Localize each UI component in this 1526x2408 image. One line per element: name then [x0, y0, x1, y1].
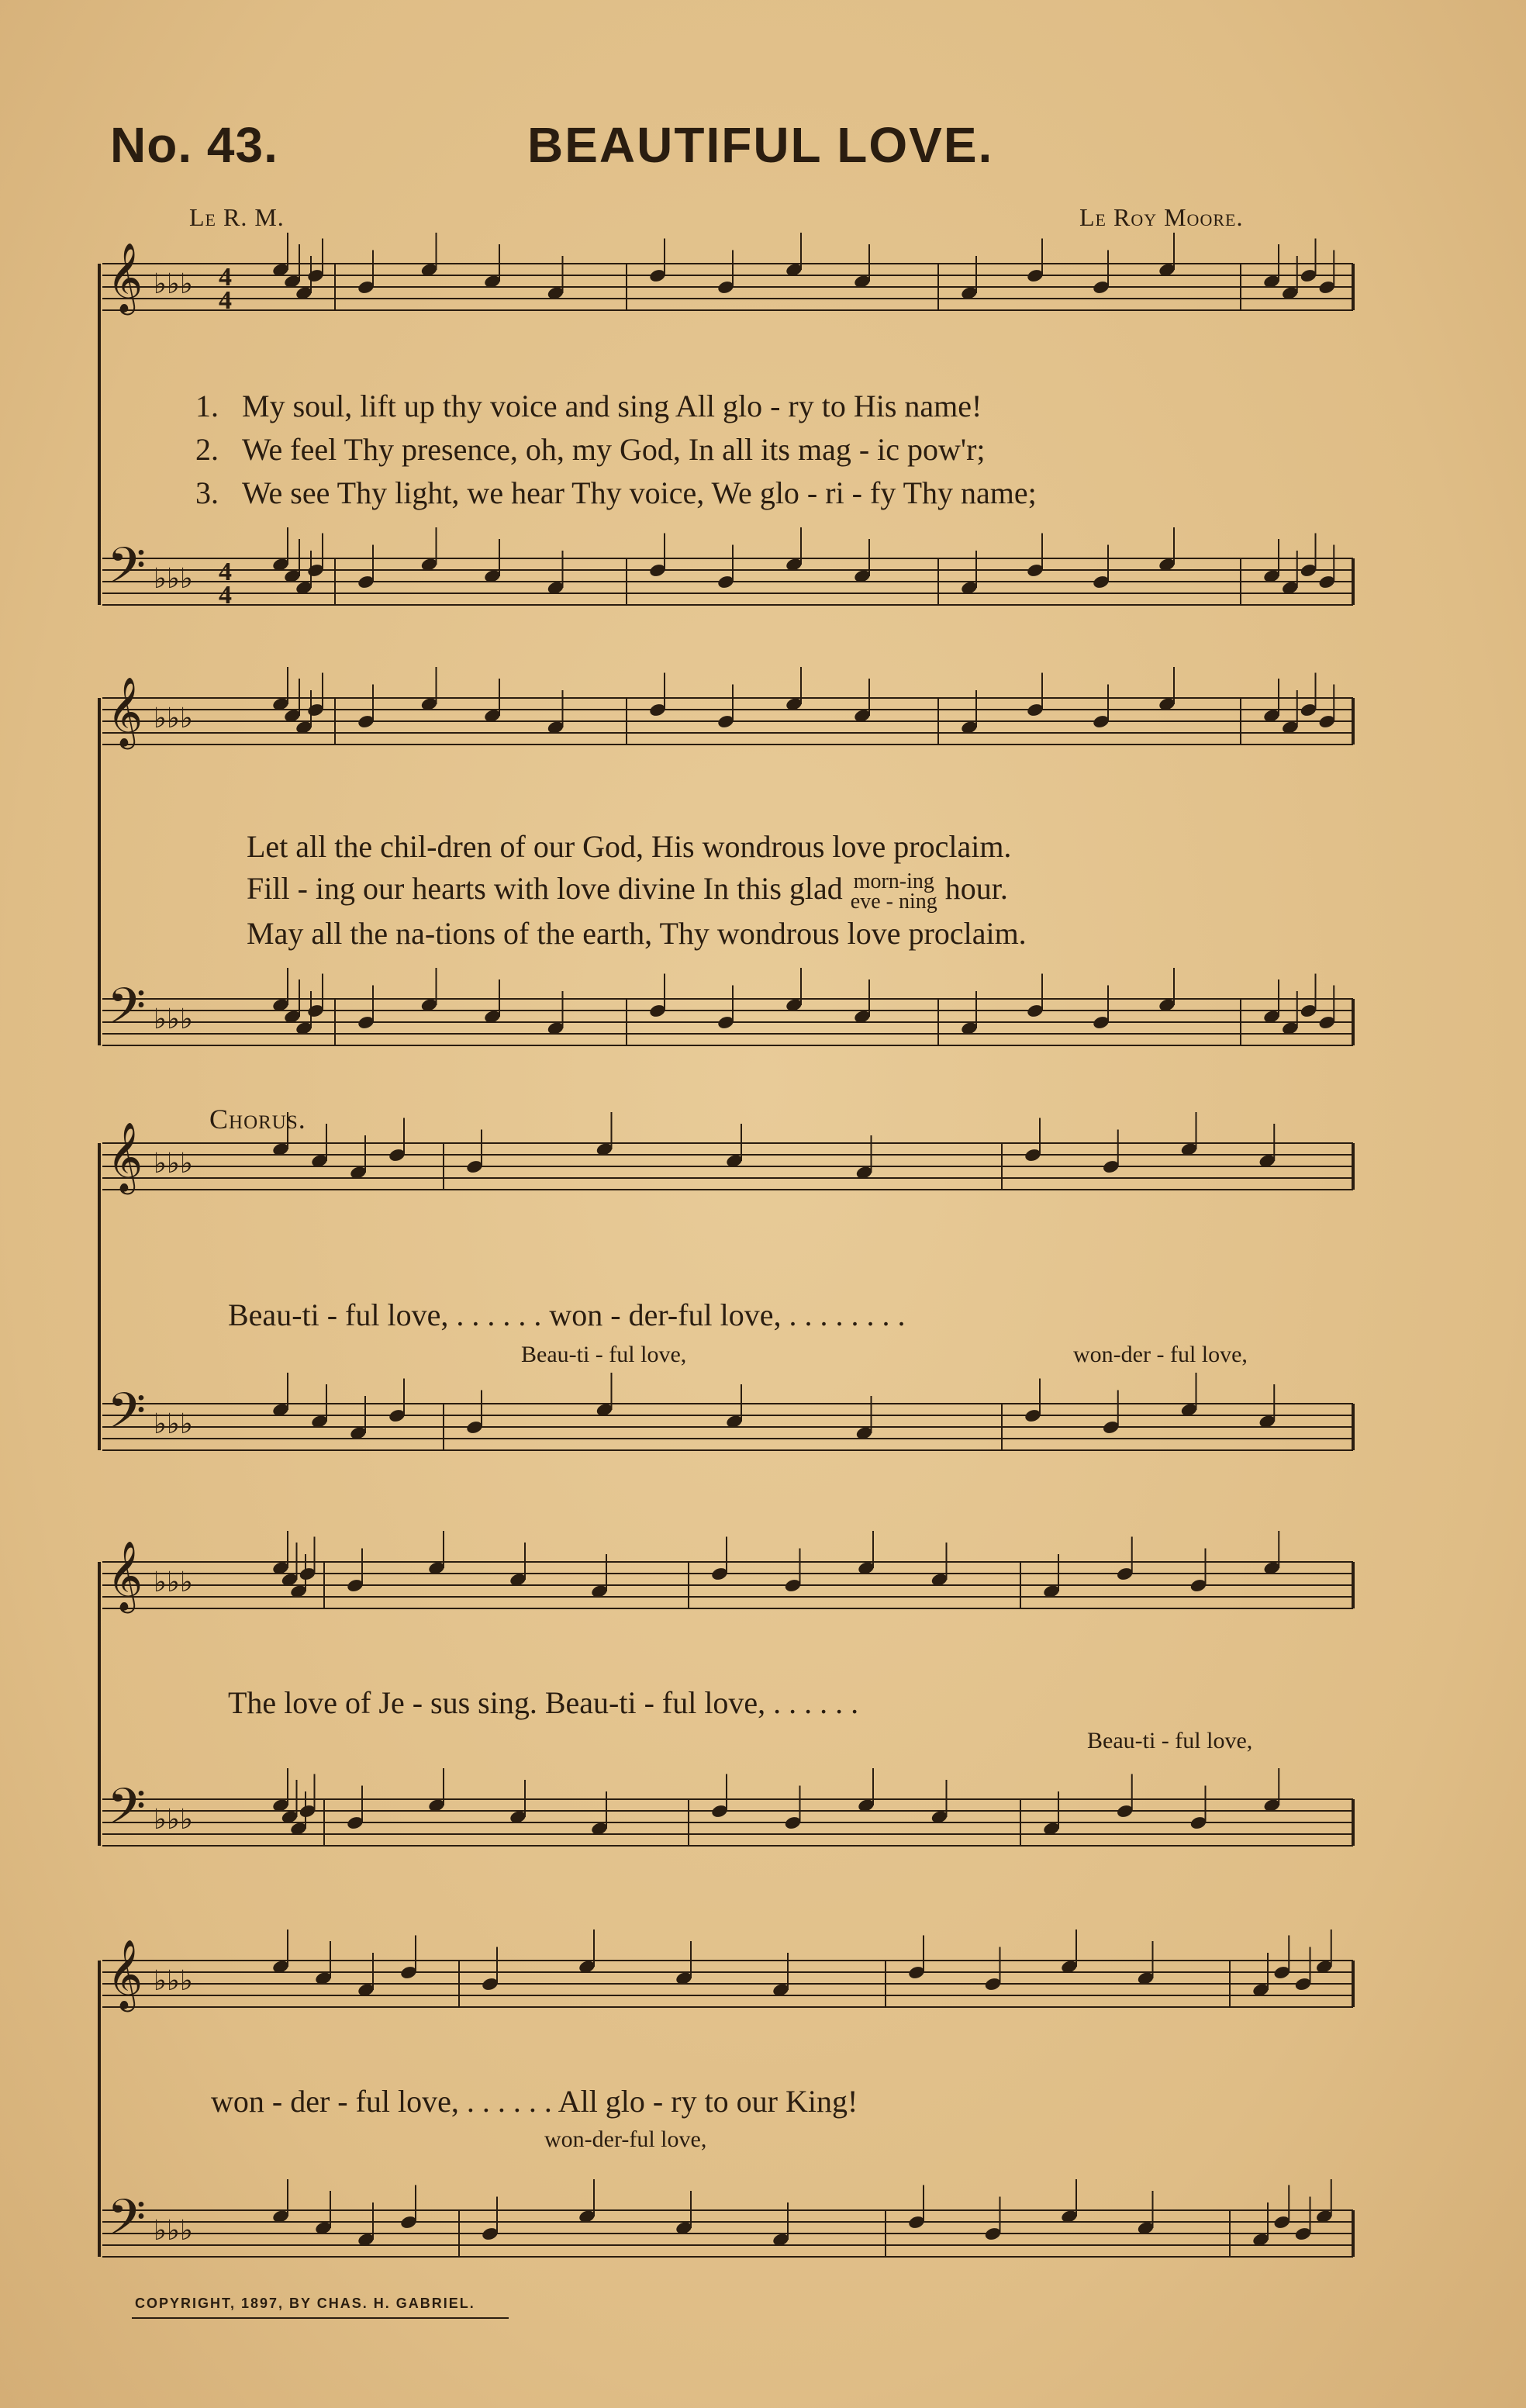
system-2-treble-staff-key-signature: ♭♭♭	[154, 703, 193, 734]
system-1-treble-staff-key-signature: ♭♭♭	[154, 268, 193, 299]
chorus-line-3: won - der - ful love, . . . . . . All glo - ry to our King!	[211, 2084, 858, 2119]
hymn-title: BEAUTIFUL LOVE.	[527, 117, 994, 173]
system-5-treble-staff-clef: 𝄞	[107, 1940, 143, 2009]
chorus-label: Chorus.	[209, 1104, 306, 1135]
system-3-treble-staff-key-signature: ♭♭♭	[154, 1148, 193, 1179]
system-1-treble-staff-time-bottom: 4	[219, 286, 232, 315]
verse-3-line-2: May all the na-tions of the earth, Thy wondrous love proclaim.	[247, 916, 1027, 951]
chorus-echo-1a: Beau-ti - ful love,	[521, 1342, 687, 1367]
chorus-echo-3: won-der-ful love,	[544, 2126, 707, 2152]
system-5-treble-staff-key-signature: ♭♭♭	[154, 1965, 193, 1996]
system-2-treble-staff-clef: 𝄞	[107, 677, 143, 747]
system-1-bass-staff-time-top: 4	[219, 558, 232, 586]
system-1-bass-staff-key-signature: ♭♭♭	[154, 563, 193, 594]
words-credit: Le R. M.	[189, 203, 285, 231]
system-5-bass-staff-key-signature: ♭♭♭	[154, 2215, 193, 2246]
chorus-line-2: The love of Je - sus sing. Beau-ti - ful love, . . . . . .	[228, 1685, 859, 1720]
system-5-bass-staff-clef: 𝄢	[107, 2189, 147, 2259]
system-4-bass-staff-key-signature: ♭♭♭	[154, 1804, 193, 1835]
system-4-bass-staff-clef: 𝄢	[107, 1778, 147, 1848]
hymn-number: No. 43.	[110, 117, 278, 173]
system-4-treble-staff-clef: 𝄞	[107, 1541, 143, 1611]
verse-2-alternate-words: morn-ing eve - ning	[850, 869, 937, 914]
verse-1-line-2: Let all the chil-dren of our God, His wondrous love proclaim.	[247, 829, 1012, 864]
verse-3-line-1: 3. We see Thy light, we hear Thy voice, We glo - ri - fy Thy name;	[195, 475, 1037, 510]
system-1-bass-staff-time-bottom: 4	[219, 581, 232, 610]
chorus-line-1: Beau-ti - ful love, . . . . . . won - der-ful love, . . . . . . . .	[228, 1297, 906, 1332]
system-3-bass-staff-clef: 𝄢	[107, 1383, 147, 1453]
copyright-notice: COPYRIGHT, 1897, BY CHAS. H. GABRIEL.	[135, 2296, 475, 2311]
chorus-echo-2: Beau-ti - ful love,	[1087, 1728, 1253, 1753]
copyright-rule	[132, 2317, 509, 2319]
system-2-bass-staff-clef: 𝄢	[107, 978, 147, 1048]
system-3-bass-staff-key-signature: ♭♭♭	[154, 1408, 193, 1439]
verse-2-line-1: 2. We feel Thy presence, oh, my God, In all its mag - ic pow'r;	[195, 432, 986, 467]
system-1-bass-staff-clef: 𝄢	[107, 537, 147, 607]
system-2-bass-staff-key-signature: ♭♭♭	[154, 1004, 193, 1035]
music-credit: Le Roy Moore.	[1079, 203, 1244, 231]
system-1-treble-staff-clef: 𝄞	[107, 243, 143, 313]
verse-1-line-1: 1. My soul, lift up thy voice and sing All glo - ry to His name!	[195, 389, 982, 423]
system-4-treble-staff-key-signature: ♭♭♭	[154, 1567, 193, 1598]
system-3-treble-staff-clef: 𝄞	[107, 1122, 143, 1192]
chorus-echo-1b: won-der - ful love,	[1073, 1342, 1248, 1367]
system-1-treble-staff-time-top: 4	[219, 263, 232, 292]
verse-2-line-2: Fill - ing our hearts with love divine In this glad morn-ing eve - ning hour.	[247, 869, 1008, 914]
